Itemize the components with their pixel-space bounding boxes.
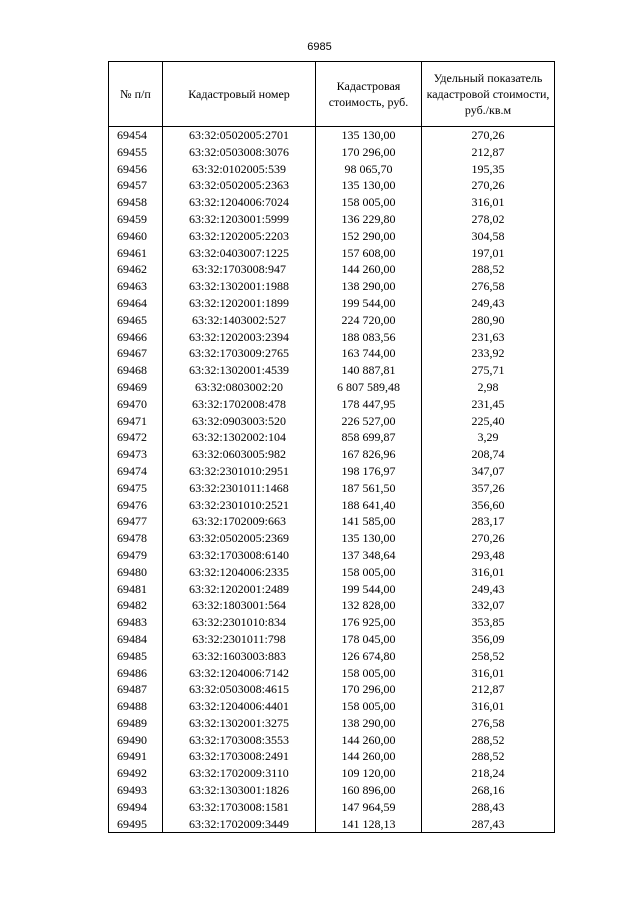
row-cadastral-value: 199 544,00 [316, 581, 422, 598]
row-cadastral-value: 178 045,00 [316, 631, 422, 648]
table-row [109, 261, 555, 278]
row-index: 69457 [109, 177, 163, 194]
row-cadastral-number: 63:32:1202005:2203 [163, 228, 316, 245]
row-specific-value: 218,24 [422, 765, 555, 782]
table-row [109, 698, 555, 715]
table-row [109, 161, 555, 178]
row-cadastral-number: 63:32:1803001:564 [163, 597, 316, 614]
table-row [109, 362, 555, 379]
row-specific-value: 287,43 [422, 816, 555, 833]
row-cadastral-value: 226 527,00 [316, 413, 422, 430]
row-cadastral-value: 158 005,00 [316, 665, 422, 682]
table-row [109, 194, 555, 211]
row-index: 69462 [109, 261, 163, 278]
row-cadastral-value: 138 290,00 [316, 715, 422, 732]
row-specific-value: 332,07 [422, 597, 555, 614]
row-cadastral-value: 140 887,81 [316, 362, 422, 379]
row-specific-value: 316,01 [422, 194, 555, 211]
row-specific-value: 304,58 [422, 228, 555, 245]
row-cadastral-value: 170 296,00 [316, 681, 422, 698]
row-specific-value: 249,43 [422, 295, 555, 312]
row-cadastral-number: 63:32:1204006:4401 [163, 698, 316, 715]
row-cadastral-number: 63:32:1702009:3110 [163, 765, 316, 782]
row-cadastral-value: 157 608,00 [316, 245, 422, 262]
row-index: 69481 [109, 581, 163, 598]
table-row [109, 799, 555, 816]
row-cadastral-number: 63:32:1702008:478 [163, 396, 316, 413]
row-cadastral-value: 141 128,13 [316, 816, 422, 833]
row-cadastral-number: 63:32:1303001:1826 [163, 782, 316, 799]
row-cadastral-value: 158 005,00 [316, 698, 422, 715]
row-cadastral-number: 63:32:0903003:520 [163, 413, 316, 430]
table-row [109, 480, 555, 497]
row-specific-value: 270,26 [422, 530, 555, 547]
row-index: 69455 [109, 144, 163, 161]
row-cadastral-number: 63:32:1703009:2765 [163, 345, 316, 362]
row-index: 69491 [109, 748, 163, 765]
row-cadastral-number: 63:32:1703008:947 [163, 261, 316, 278]
table-row [109, 278, 555, 295]
row-cadastral-value: 144 260,00 [316, 261, 422, 278]
row-index: 69454 [109, 127, 163, 144]
cadastral-table [108, 61, 555, 833]
row-cadastral-number: 63:32:1204006:2335 [163, 564, 316, 581]
table-row [109, 245, 555, 262]
row-index: 69488 [109, 698, 163, 715]
row-cadastral-value: 141 585,00 [316, 513, 422, 530]
row-index: 69483 [109, 614, 163, 631]
row-index: 69489 [109, 715, 163, 732]
row-specific-value: 275,71 [422, 362, 555, 379]
row-cadastral-value: 176 925,00 [316, 614, 422, 631]
row-index: 69468 [109, 362, 163, 379]
row-specific-value: 357,26 [422, 480, 555, 497]
row-cadastral-number: 63:32:1202001:2489 [163, 581, 316, 598]
row-cadastral-value: 160 896,00 [316, 782, 422, 799]
table-row [109, 681, 555, 698]
table-row [109, 177, 555, 194]
row-cadastral-value: 224 720,00 [316, 312, 422, 329]
table-row [109, 312, 555, 329]
row-index: 69469 [109, 379, 163, 396]
table-row [109, 413, 555, 430]
row-index: 69473 [109, 446, 163, 463]
row-cadastral-value: 144 260,00 [316, 732, 422, 749]
row-specific-value: 283,17 [422, 513, 555, 530]
row-cadastral-number: 63:32:1702009:3449 [163, 816, 316, 833]
row-cadastral-number: 63:32:0102005:539 [163, 161, 316, 178]
row-cadastral-value: 135 130,00 [316, 177, 422, 194]
row-cadastral-value: 132 828,00 [316, 597, 422, 614]
row-specific-value: 225,40 [422, 413, 555, 430]
row-cadastral-number: 63:32:1302001:4539 [163, 362, 316, 379]
row-index: 69467 [109, 345, 163, 362]
row-cadastral-value: 158 005,00 [316, 564, 422, 581]
row-index: 69485 [109, 648, 163, 665]
row-index: 69472 [109, 429, 163, 446]
table-row [109, 564, 555, 581]
row-cadastral-value: 126 674,80 [316, 648, 422, 665]
table-row [109, 429, 555, 446]
row-cadastral-number: 63:32:0503008:3076 [163, 144, 316, 161]
table-row [109, 765, 555, 782]
row-index: 69470 [109, 396, 163, 413]
row-cadastral-number: 63:32:1703008:6140 [163, 547, 316, 564]
row-cadastral-value: 858 699,87 [316, 429, 422, 446]
row-specific-value: 288,43 [422, 799, 555, 816]
row-cadastral-value: 144 260,00 [316, 748, 422, 765]
row-cadastral-number: 63:32:1302001:3275 [163, 715, 316, 732]
row-cadastral-number: 63:32:2301010:2521 [163, 497, 316, 514]
row-index: 69463 [109, 278, 163, 295]
table-row [109, 732, 555, 749]
table-row [109, 530, 555, 547]
table-header-row [109, 62, 555, 127]
row-cadastral-value: 135 130,00 [316, 530, 422, 547]
row-cadastral-number: 63:32:1703008:2491 [163, 748, 316, 765]
row-cadastral-number: 63:32:0503008:4615 [163, 681, 316, 698]
table-row [109, 295, 555, 312]
row-cadastral-value: 98 065,70 [316, 161, 422, 178]
row-specific-value: 293,48 [422, 547, 555, 564]
row-cadastral-number: 63:32:1204006:7024 [163, 194, 316, 211]
table-row [109, 513, 555, 530]
row-specific-value: 316,01 [422, 564, 555, 581]
row-cadastral-value: 135 130,00 [316, 127, 422, 144]
row-cadastral-number: 63:32:1203001:5999 [163, 211, 316, 228]
row-cadastral-number: 63:32:1202001:1899 [163, 295, 316, 312]
row-specific-value: 3,29 [422, 429, 555, 446]
row-cadastral-number: 63:32:1703008:3553 [163, 732, 316, 749]
row-index: 69477 [109, 513, 163, 530]
row-cadastral-number: 63:32:1403002:527 [163, 312, 316, 329]
row-index: 69474 [109, 463, 163, 480]
table-row [109, 379, 555, 396]
row-cadastral-number: 63:32:0403007:1225 [163, 245, 316, 262]
row-cadastral-value: 178 447,95 [316, 396, 422, 413]
header-cadastral-value: Кадастровая стоимость, руб. [316, 62, 422, 127]
row-index: 69465 [109, 312, 163, 329]
row-index: 69479 [109, 547, 163, 564]
table-row [109, 228, 555, 245]
row-cadastral-number: 63:32:2301010:2951 [163, 463, 316, 480]
table-row [109, 547, 555, 564]
row-cadastral-number: 63:32:0603005:982 [163, 446, 316, 463]
row-index: 69464 [109, 295, 163, 312]
row-specific-value: 195,35 [422, 161, 555, 178]
row-specific-value: 353,85 [422, 614, 555, 631]
table-row [109, 345, 555, 362]
row-specific-value: 280,90 [422, 312, 555, 329]
row-index: 69459 [109, 211, 163, 228]
table-row [109, 597, 555, 614]
header-specific-value: Удельный показатель кадастровой стоимости, руб./кв.м [422, 62, 555, 127]
row-cadastral-number: 63:32:1202003:2394 [163, 329, 316, 346]
row-specific-value: 288,52 [422, 261, 555, 278]
row-cadastral-value: 187 561,50 [316, 480, 422, 497]
row-index: 69487 [109, 681, 163, 698]
row-specific-value: 356,09 [422, 631, 555, 648]
row-index: 69492 [109, 765, 163, 782]
row-cadastral-value: 158 005,00 [316, 194, 422, 211]
table-row [109, 648, 555, 665]
row-specific-value: 197,01 [422, 245, 555, 262]
row-cadastral-number: 63:32:0502005:2701 [163, 127, 316, 144]
table-row [109, 463, 555, 480]
table-body [109, 127, 555, 833]
row-cadastral-number: 63:32:0803002:20 [163, 379, 316, 396]
row-specific-value: 288,52 [422, 748, 555, 765]
row-specific-value: 276,58 [422, 715, 555, 732]
row-cadastral-number: 63:32:1703008:1581 [163, 799, 316, 816]
row-specific-value: 270,26 [422, 177, 555, 194]
row-cadastral-value: 6 807 589,48 [316, 379, 422, 396]
row-cadastral-number: 63:32:0502005:2363 [163, 177, 316, 194]
table-row [109, 329, 555, 346]
row-index: 69476 [109, 497, 163, 514]
row-specific-value: 268,16 [422, 782, 555, 799]
table-row [109, 396, 555, 413]
table-row [109, 497, 555, 514]
row-index: 69475 [109, 480, 163, 497]
header-cadastral-number: Кадастровый номер [163, 62, 316, 127]
row-cadastral-number: 63:32:1702009:663 [163, 513, 316, 530]
row-cadastral-number: 63:32:1302002:104 [163, 429, 316, 446]
table-row [109, 446, 555, 463]
row-specific-value: 316,01 [422, 665, 555, 682]
row-specific-value: 2,98 [422, 379, 555, 396]
row-cadastral-value: 138 290,00 [316, 278, 422, 295]
table-row [109, 614, 555, 631]
table-row [109, 631, 555, 648]
row-index: 69466 [109, 329, 163, 346]
row-specific-value: 278,02 [422, 211, 555, 228]
row-index: 69490 [109, 732, 163, 749]
row-index: 69458 [109, 194, 163, 211]
row-cadastral-value: 167 826,96 [316, 446, 422, 463]
row-index: 69461 [109, 245, 163, 262]
row-specific-value: 233,92 [422, 345, 555, 362]
row-index: 69460 [109, 228, 163, 245]
table-row [109, 127, 555, 144]
row-cadastral-value: 147 964,59 [316, 799, 422, 816]
table-row [109, 211, 555, 228]
row-specific-value: 270,26 [422, 127, 555, 144]
row-cadastral-number: 63:32:2301010:834 [163, 614, 316, 631]
row-index: 69495 [109, 816, 163, 833]
row-specific-value: 212,87 [422, 681, 555, 698]
row-cadastral-value: 152 290,00 [316, 228, 422, 245]
row-specific-value: 208,74 [422, 446, 555, 463]
row-cadastral-value: 199 544,00 [316, 295, 422, 312]
row-cadastral-value: 188 083,56 [316, 329, 422, 346]
row-index: 69493 [109, 782, 163, 799]
table-row [109, 144, 555, 161]
row-specific-value: 316,01 [422, 698, 555, 715]
row-specific-value: 231,63 [422, 329, 555, 346]
row-specific-value: 249,43 [422, 581, 555, 598]
table-row [109, 748, 555, 765]
row-specific-value: 356,60 [422, 497, 555, 514]
row-index: 69484 [109, 631, 163, 648]
row-cadastral-number: 63:32:1204006:7142 [163, 665, 316, 682]
row-cadastral-number: 63:32:1603003:883 [163, 648, 316, 665]
row-cadastral-value: 109 120,00 [316, 765, 422, 782]
row-specific-value: 276,58 [422, 278, 555, 295]
row-specific-value: 347,07 [422, 463, 555, 480]
row-index: 69478 [109, 530, 163, 547]
row-index: 69471 [109, 413, 163, 430]
row-index: 69482 [109, 597, 163, 614]
row-cadastral-number: 63:32:0502005:2369 [163, 530, 316, 547]
row-cadastral-value: 170 296,00 [316, 144, 422, 161]
row-specific-value: 288,52 [422, 732, 555, 749]
page-number: 6985 [307, 41, 332, 53]
row-index: 69456 [109, 161, 163, 178]
row-specific-value: 258,52 [422, 648, 555, 665]
row-cadastral-value: 188 641,40 [316, 497, 422, 514]
row-index: 69480 [109, 564, 163, 581]
row-cadastral-value: 198 176,97 [316, 463, 422, 480]
table-row [109, 715, 555, 732]
row-index: 69486 [109, 665, 163, 682]
row-cadastral-value: 163 744,00 [316, 345, 422, 362]
row-index: 69494 [109, 799, 163, 816]
row-specific-value: 212,87 [422, 144, 555, 161]
row-cadastral-value: 137 348,64 [316, 547, 422, 564]
table-row [109, 581, 555, 598]
table-row [109, 665, 555, 682]
table-row [109, 782, 555, 799]
row-specific-value: 231,45 [422, 396, 555, 413]
header-index: № п/п [109, 62, 163, 127]
row-cadastral-number: 63:32:2301011:1468 [163, 480, 316, 497]
row-cadastral-number: 63:32:1302001:1988 [163, 278, 316, 295]
row-cadastral-number: 63:32:2301011:798 [163, 631, 316, 648]
table-row [109, 816, 555, 833]
row-cadastral-value: 136 229,80 [316, 211, 422, 228]
